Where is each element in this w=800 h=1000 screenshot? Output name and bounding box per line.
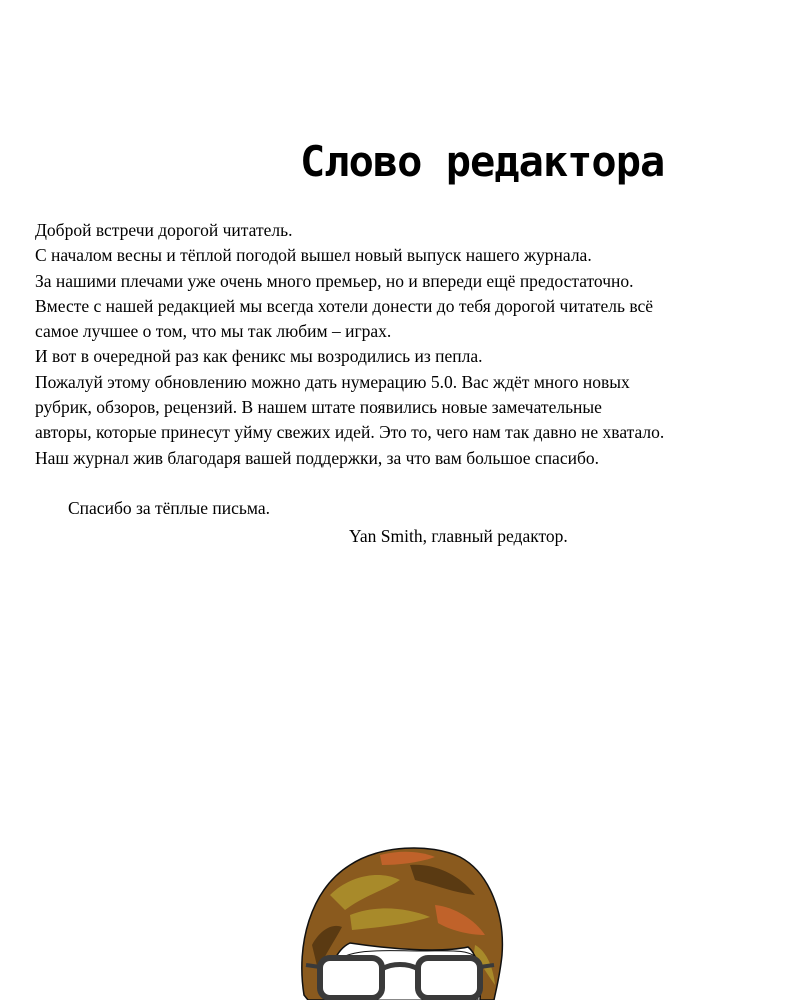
paragraph-line: Наш журнал жив благодаря вашей поддержки, за что вам большое спасибо. — [35, 447, 599, 468]
paragraph-line: авторы, которые принесут уйму свежих идей. Это то, чего нам так давно не хватало. — [35, 422, 665, 443]
paragraph-line: самое лучшее о том, что мы так любим – играх. — [35, 321, 392, 342]
paragraph-line: С началом весны и тёплой погодой вышел новый выпуск нашего журнала. — [35, 245, 592, 266]
paragraph-line: За нашими плечами уже очень много премьер, но и впереди ещё предостаточно. — [35, 270, 634, 291]
paragraph-line: рубрик, обзоров, рецензий. В нашем штате появились новые замечательные — [35, 397, 602, 418]
glasses-temple-left — [306, 965, 320, 967]
page-title: Слово редактора — [300, 137, 665, 186]
paragraph-line: И вот в очередной раз как феникс мы возродились из пепла. — [35, 346, 483, 367]
glasses-left-lens — [320, 958, 382, 998]
paragraph-line: Пожалуй этому обновлению можно дать нумерацию 5.0. Вас ждёт много новых — [35, 371, 630, 392]
paragraph-line: Вместе с нашей редакцией мы всегда хотели донести до тебя дорогой читатель всё — [35, 295, 654, 316]
editorial-text — [35, 218, 795, 471]
editor-portrait-drawing — [290, 835, 520, 1000]
paragraph-line: Доброй встречи дорогой читатель. — [35, 220, 293, 240]
signature-line: Yan Smith, главный редактор. — [349, 526, 568, 546]
glasses-temple-right — [480, 965, 494, 967]
thanks-line: Спасибо за тёплые письма. — [68, 498, 271, 518]
glasses-right-lens — [418, 958, 480, 998]
